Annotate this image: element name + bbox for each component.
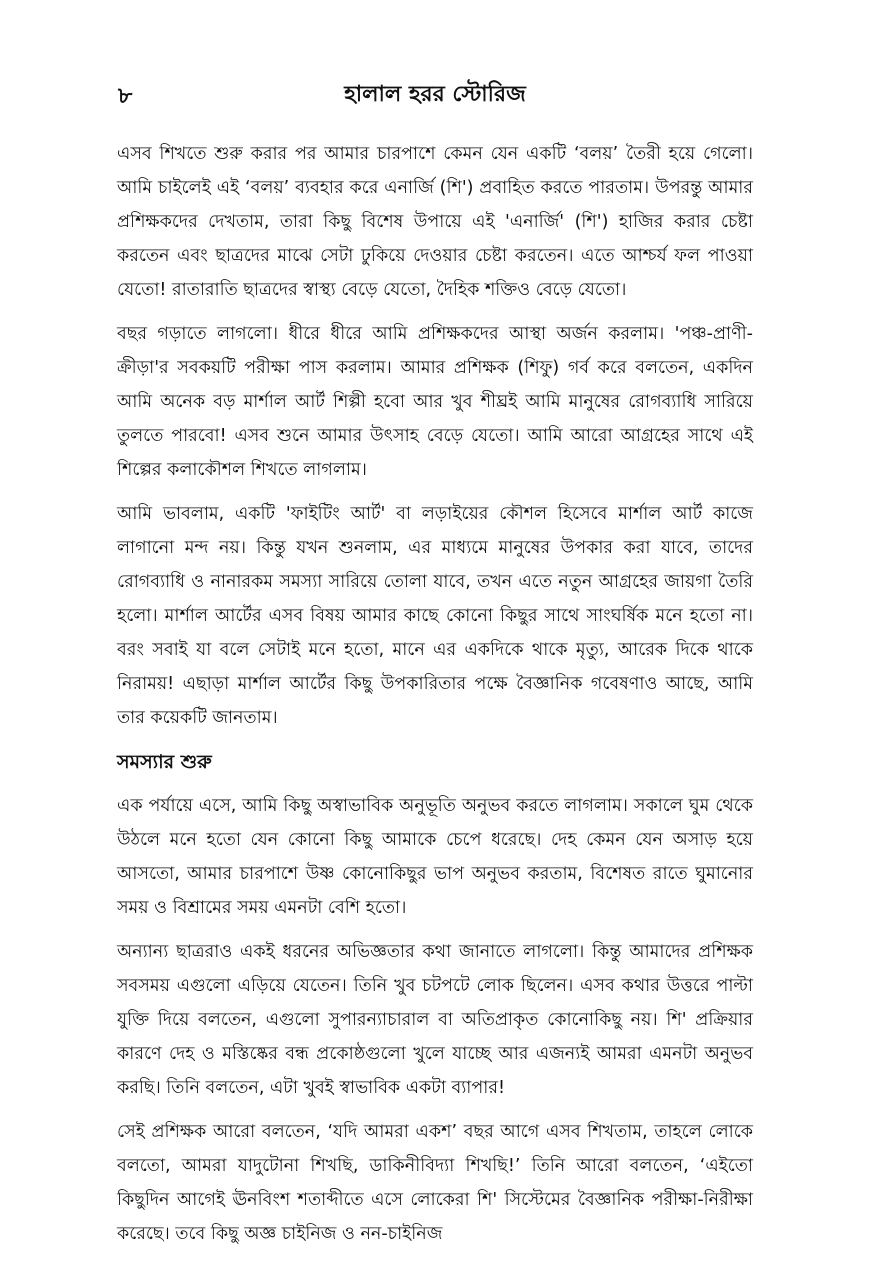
paragraph: এক পর্যায়ে এসে, আমি কিছু অস্বাভাবিক অনুভূতি অনুভব করতে লাগলাম। সকালে ঘুম থেকে উঠলে মনে হতো যেন কোনো কিছু আমাকে চেপে ধরেছে। দেহ কেমন যেন অসাড় হয়ে আসতো, আমার চারপাশে উষ্ণ কোনোকিছুর ভাপ অনুভব করতাম, বিশেষত রাতে ঘুমানোর সময় ও বিশ্রামের সময় এমনটা বেশি হতো।	[117, 796, 753, 918]
running-title: হালাল হরর স্টোরিজ	[344, 82, 526, 107]
section-heading: সমস্যার শুরু	[117, 751, 212, 773]
paragraph: অন্যান্য ছাত্ররাও একই ধরনের অভিজ্ঞতার কথা জানাতে লাগলো। কিন্তু আমাদের প্রশিক্ষক সবসময় এগুলো এড়িয়ে যেতেন। তিনি খুব চটপটে লোক ছিলেন। এসব কথার উত্তরে পাল্টা যুক্তি দিয়ে বলতেন, এগুলো সুপারন্যাচারাল বা অতিপ্রাকৃত কোনোকিছু নয়। শি' প্রক্রিয়ার কারণে দেহ ও মস্তিষ্কের বন্ধ প্রকোষ্ঠগুলো খুলে যাচ্ছে আর এজন্যই আমরা এমনটা অনুভব করছি। তিনি বলতেন, এটা খুবই স্বাভাবিক একটা ব্যাপার!	[117, 942, 753, 1098]
paragraph: এসব শিখতে শুরু করার পর আমার চারপাশে কেমন যেন একটি ‘বলয়’ তৈরী হয়ে গেলো। আমি চাইলেই এই ‘বলয়’ ব্যবহার করে এনার্জি (শি') প্রবাহিত করতে পারতাম। উপরন্তু আমার প্রশিক্ষকদের দেখতাম, তারা কিছু বিশেষ উপায়ে এই 'এনার্জি' (শি') হাজির করার চেষ্টা করতেন এবং ছাত্রদের মাঝে সেটা ঢুকিয়ে দেওয়ার চেষ্টা করতেন। এতে আশ্চর্য ফল পাওয়া যেতো! রাতারাতি ছাত্রদের স্বাস্থ্য বেড়ে যেতো, দৈহিক শক্তিও বেড়ে যেতো।	[117, 144, 753, 300]
paragraph: আমি ভাবলাম, একটি 'ফাইটিং আর্ট' বা লড়াইয়ের কৌশল হিসেবে মার্শাল আর্ট কাজে লাগানো মন্দ নয়। কিন্তু যখন শুনলাম, এর মাধ্যমে মানুষের উপকার করা যাবে, তাদের রোগব্যাধি ও নানারকম সমস্যা সারিয়ে তোলা যাবে, তখন এতে নতুন আগ্রহের জায়গা তৈরি হলো। মার্শাল আর্টের এসব বিষয় আমার কাছে কোনো কিছুর সাথে সাংঘর্ষিক মনে হতো না। বরং সবাই যা বলে সেটাই মনে হতো, মানে এর একদিকে থাকে মৃত্যু, আরেক দিকে থাকে নিরাময়! এছাড়া মার্শাল আর্টের কিছু উপকারিতার পক্ষে বৈজ্ঞানিক গবেষণাও আছে, আমি তার কয়েকটি জানতাম।	[117, 504, 753, 728]
page-number: ৮	[118, 84, 133, 109]
paragraph: বছর গড়াতে লাগলো। ধীরে ধীরে আমি প্রশিক্ষকদের আস্থা অর্জন করলাম। 'পঞ্চ-প্রাণী-ক্রীড়া'র সবকয়টি পরীক্ষা পাস করলাম। আমার প্রশিক্ষক (শিফু) গর্ব করে বলতেন, একদিন আমি অনেক বড় মার্শাল আর্ট শিল্পী হবো আর খুব শীঘ্রই আমি মানুষের রোগব্যাধি সারিয়ে তুলতে পারবো! এসব শুনে আমার উৎসাহ বেড়ে যেতো। আমি আরো আগ্রহের সাথে এই শিল্পের কলাকৌশল শিখতে লাগলাম।	[117, 324, 753, 480]
body-text	[117, 137, 753, 1261]
paragraph: সেই প্রশিক্ষক আরো বলতেন, ‘যদি আমরা একশ’ বছর আগে এসব শিখতাম, তাহলে লোকে বলতো, আমরা যাদুটোনা শিখছি, ডাকিনীবিদ্যা শিখছি!’ তিনি আরো বলতেন, ‘এইতো কিছুদিন আগেই ঊনবিংশ শতাব্দীতে এসে লোকেরা শি' সিস্টেমের বৈজ্ঞানিক পরীক্ষা-নিরীক্ষা করেছে। তবে কিছু অজ্ঞ চাইনিজ ও নন-চাইনিজ	[117, 1122, 753, 1244]
